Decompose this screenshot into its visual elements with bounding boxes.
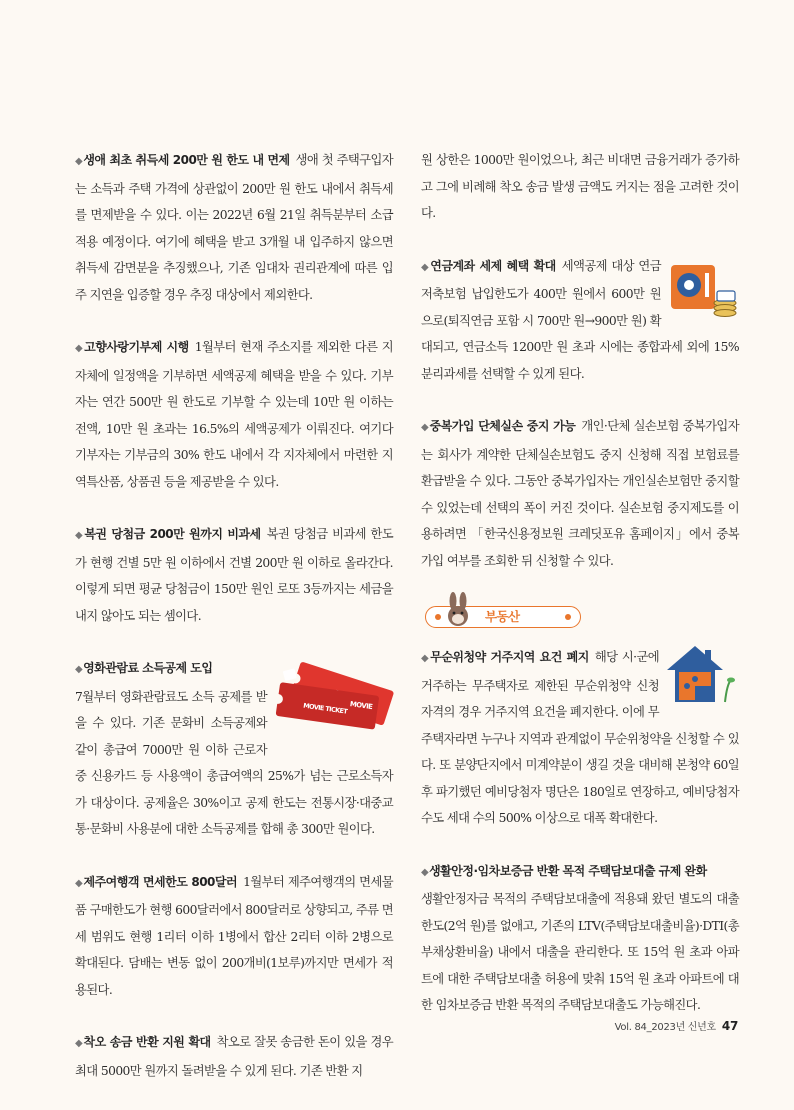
diamond-bullet-icon: ◆: [75, 343, 84, 354]
article-item: [421, 644, 739, 832]
item-body: 착오로 잘못 송금한 돈이 있을 경우 최대 5000만 원까지 돌려받을 수 있게 된다. 기존 반환 지: [75, 1035, 394, 1078]
article-item: [75, 334, 393, 495]
diamond-bullet-icon: ◆: [421, 653, 430, 664]
diamond-bullet-icon: ◆: [75, 1038, 83, 1049]
section-label: 부동산: [485, 609, 520, 624]
section-tag-realestate: [425, 600, 585, 630]
article-item: [421, 253, 739, 388]
diamond-bullet-icon: ◆: [421, 422, 429, 433]
ticket-label: MOVIE: [349, 700, 373, 712]
left-column: [75, 147, 393, 1110]
item-title: 무순위청약 거주지역 요건 폐지: [430, 650, 589, 664]
house-puzzle-icon: [665, 644, 739, 704]
diamond-bullet-icon: ◆: [75, 156, 83, 167]
bunny-icon: [443, 592, 473, 638]
diamond-bullet-icon: ◆: [421, 261, 430, 273]
movie-ticket-illustration: [273, 659, 393, 739]
item-title: 생애 최초 취득세 200만 원 한도 내 면제: [83, 153, 290, 167]
article-item: [75, 1029, 393, 1084]
article-continuation: [421, 147, 739, 227]
item-body: 해당 시·군에 거주하는 무주택자로 제한된 무순위청약 신청 자격의 경우 거주지역 요건을 폐지한다. 이에 무주택자라면 누구나 지역과 관계없이 무순위청약을 신청할 수 있다. 또 분양단지에서 미계약분이 생길 것을 대비해 본청약 60일 후 파기했던 예비당첨자 명단은 180일로 연장하고, 예비당첨자 수도 세대 수의 500% 이상으로 대폭 확대한다.: [421, 650, 739, 825]
item-body: 개인·단체 실손보험 중복가입자는 회사가 계약한 단체실손보험도 중지 신청해 직접 보험료를 환급받을 수 있다. 그동안 중복가입자는 개인실손보험만 중지할 수 있었는데 선택의 폭이 커진 것이다. 실손보험 중지제도를 이용하려면 「한국신용정보원 크레딧포유 홈페이지」에서 중복가입 여부를 조회한 뒤 신청할 수 있다.: [421, 419, 739, 568]
item-body: 7월부터 영화관람료도 소득 공제를 받을 수 있다. 기존 문화비 소득공제와 같이 총급여 7000만 원 이하 근로자 중 신용카드 등 사용액이 총급여액의 25%가 넘는 근로소득자가 대상이다. 공제율은 30%이고 공제 한도는 전통시장·대중교통·문화비 사용분에 대한 소득공제를 합해 총 300만 원이다.: [75, 689, 393, 836]
savings-gear-coins-icon: [667, 261, 739, 323]
pill-dot-icon: [565, 614, 571, 620]
diamond-bullet-icon: ◆: [421, 866, 429, 878]
article-item: [75, 655, 393, 843]
item-title: 복권 당첨금 200만 원까지 비과세: [84, 527, 261, 541]
item-body: 생애 첫 주택구입자는 소득과 주택 가격에 상관없이 200만 원 한도 내에서 취득세를 면제받을 수 있다. 이는 2022년 6월 21일 취득분부터 소급 적용 예정이다. 여기에 혜택을 받고 3개월 내 입주하지 않으면 취득세 감면분을 추징했으나, 기존 임대차 권리관계에 따른 입주 지연을 입증할 경우 추징 대상에서 제외한다.: [75, 153, 393, 302]
article-item: [421, 858, 739, 1019]
item-body: 원 상한은 1000만 원이었으나, 최근 비대면 금융거래가 증가하고 그에 비례해 착오 송금 발생 금액도 커지는 점을 고려한 것이다.: [421, 153, 739, 220]
item-title: 제주여행객 면세한도 800달러: [83, 874, 238, 889]
article-item: [75, 869, 393, 1004]
item-body: 생활안정자금 목적의 주택담보대출에 적용돼 왔던 별도의 대출한도(2억 원)를 없애고, 기존의 LTV(주택담보대출비율)·DTI(총부채상환비율) 내에서 대출을 관리한다. 또 15억 원 초과 아파트에 대한 주택담보대출 허용에 맞춰 15억 원 초과 아파트에 대한 임차보증금 반환 목적의 주택담보대출도 가능해진다.: [421, 892, 739, 1012]
item-title: 중복가입 단체실손 중지 가능: [429, 419, 576, 433]
diamond-bullet-icon: ◆: [75, 877, 83, 889]
item-title: 착오 송금 반환 지원 확대: [83, 1035, 211, 1049]
page-footer: [615, 1018, 738, 1033]
item-title: 생활안정·임차보증금 반환 목적 주택담보대출 규제 완화: [429, 863, 707, 878]
ticket-label: MOVIE TICKET: [302, 701, 348, 716]
item-body: 복권 당첨금 비과세 한도가 현행 건별 5만 원 이하에서 건별 200만 원 이하로 올라간다. 이렇게 되면 평균 당첨금이 150만 원인 로또 3등까지는 세금을 내지 않아도 되는 셈이다.: [75, 527, 394, 623]
article-item: [421, 413, 739, 574]
page-number: 47: [721, 1019, 738, 1033]
pill-dot-icon: [435, 614, 441, 620]
article-item: [75, 147, 393, 308]
issue-label: Vol. 84_2023년 신년호: [614, 1022, 716, 1033]
item-body: 1월부터 현재 주소지를 제외한 다른 지자체에 일정액을 기부하면 세액공제 혜택을 받을 수 있다. 기부자는 연간 500만 원 한도로 기부할 수 있는데 10만 원 이하는 전액, 10만 원 초과는 16.5%의 세액공제가 이뤄진다. 여기다 기부자는 기부금의 30% 한도 내에서 각 지자체에서 마련한 지역특산품, 상품권 등을 제공받을 수 있다.: [75, 340, 393, 489]
diamond-bullet-icon: ◆: [75, 664, 83, 675]
item-body: 1월부터 제주여행객의 면세물품 구매한도가 현행 600달러에서 800달러로 상향되고, 주류 면세 범위도 현행 1리터 이하 1병에서 합산 2리터 이하 2병으로 확대된다. 담배는 변동 없이 200개비(1보루)까지만 면세가 적용된다.: [75, 874, 393, 997]
item-title: 영화관람료 소득공제 도입: [83, 661, 213, 675]
diamond-bullet-icon: ◆: [75, 530, 84, 541]
article-item: [75, 521, 393, 629]
item-body: 세액공제 대상 연금저축보험 납입한도가 400만 원에서 600만 원으로(퇴직연금 포함 시 700만 원→900만 원) 확대되고, 연금소득 1200만 원 초과 시에는 종합과세 외에 15% 분리과세를 선택할 수 있게 된다.: [421, 258, 739, 381]
item-title: 고향사랑기부제 시행: [84, 340, 189, 354]
item-title: 연금계좌 세제 혜택 확대: [430, 258, 556, 273]
right-column: [421, 147, 739, 1045]
